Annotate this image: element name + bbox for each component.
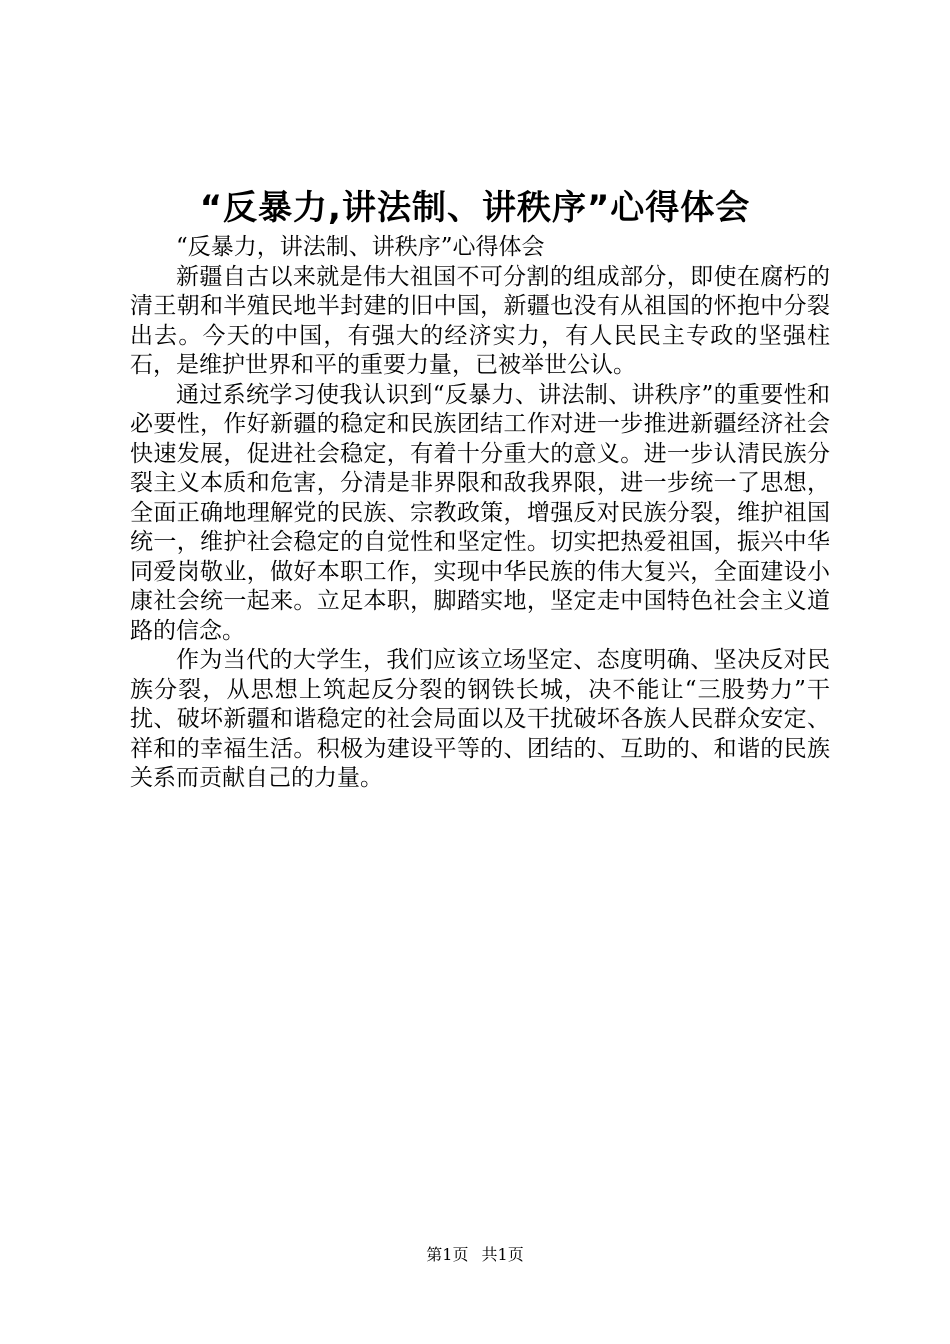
document-subtitle: “反暴力，讲法制、讲秩序”心得体会 <box>176 234 545 260</box>
paragraph-1: 新疆自古以来就是伟大祖国不可分割的组成部分，即使在腐朽的清王朝和半殖民地半封建的旧中国，新疆也没有从祖国的怀抱中分裂出去。今天的中国，有强大的经济实力，有人民民主专政的坚强柱石，是维护世界和平的重要力量，已被举世公认。 <box>130 263 830 378</box>
paragraph-2: 通过系统学习使我认识到“反暴力、讲法制、讲秩序”的重要性和必要性，作好新疆的稳定和民族团结工作对进一步推进新疆经济社会快速发展，促进社会稳定，有着十分重大的意义。进一步认清民族分裂主义本质和危害，分清是非界限和敌我界限，进一步统一了思想，全面正确地理解党的民族、宗教政策，增强反对民族分裂，维护祖国统一，维护社会稳定的自觉性和坚定性。切实把热爱祖国，振兴中华同爱岗敬业，做好本职工作，实现中华民族的伟大复兴，全面建设小康社会统一起来。立足本职，脚踏实地，坚定走中国特色社会主义道路的信念。 <box>130 381 830 644</box>
document-title: “反暴力,讲法制、讲秩序”心得体会 <box>199 188 751 228</box>
document-body <box>130 233 830 794</box>
page-number: 第1页 <box>426 1245 469 1264</box>
page-footer <box>0 1244 950 1266</box>
paragraph-3: 作为当代的大学生，我们应该立场坚定、态度明确、坚决反对民族分裂，从思想上筑起反分裂的钢铁长城，决不能让“三股势力”干扰、破坏新疆和谐稳定的社会局面以及干扰破坏各族人民群众安定、祥和的幸福生活。积极为建设平等的、团结的、互助的、和谐的民族关系而贡献自己的力量。 <box>130 647 830 791</box>
page-total: 共1页 <box>481 1245 524 1264</box>
